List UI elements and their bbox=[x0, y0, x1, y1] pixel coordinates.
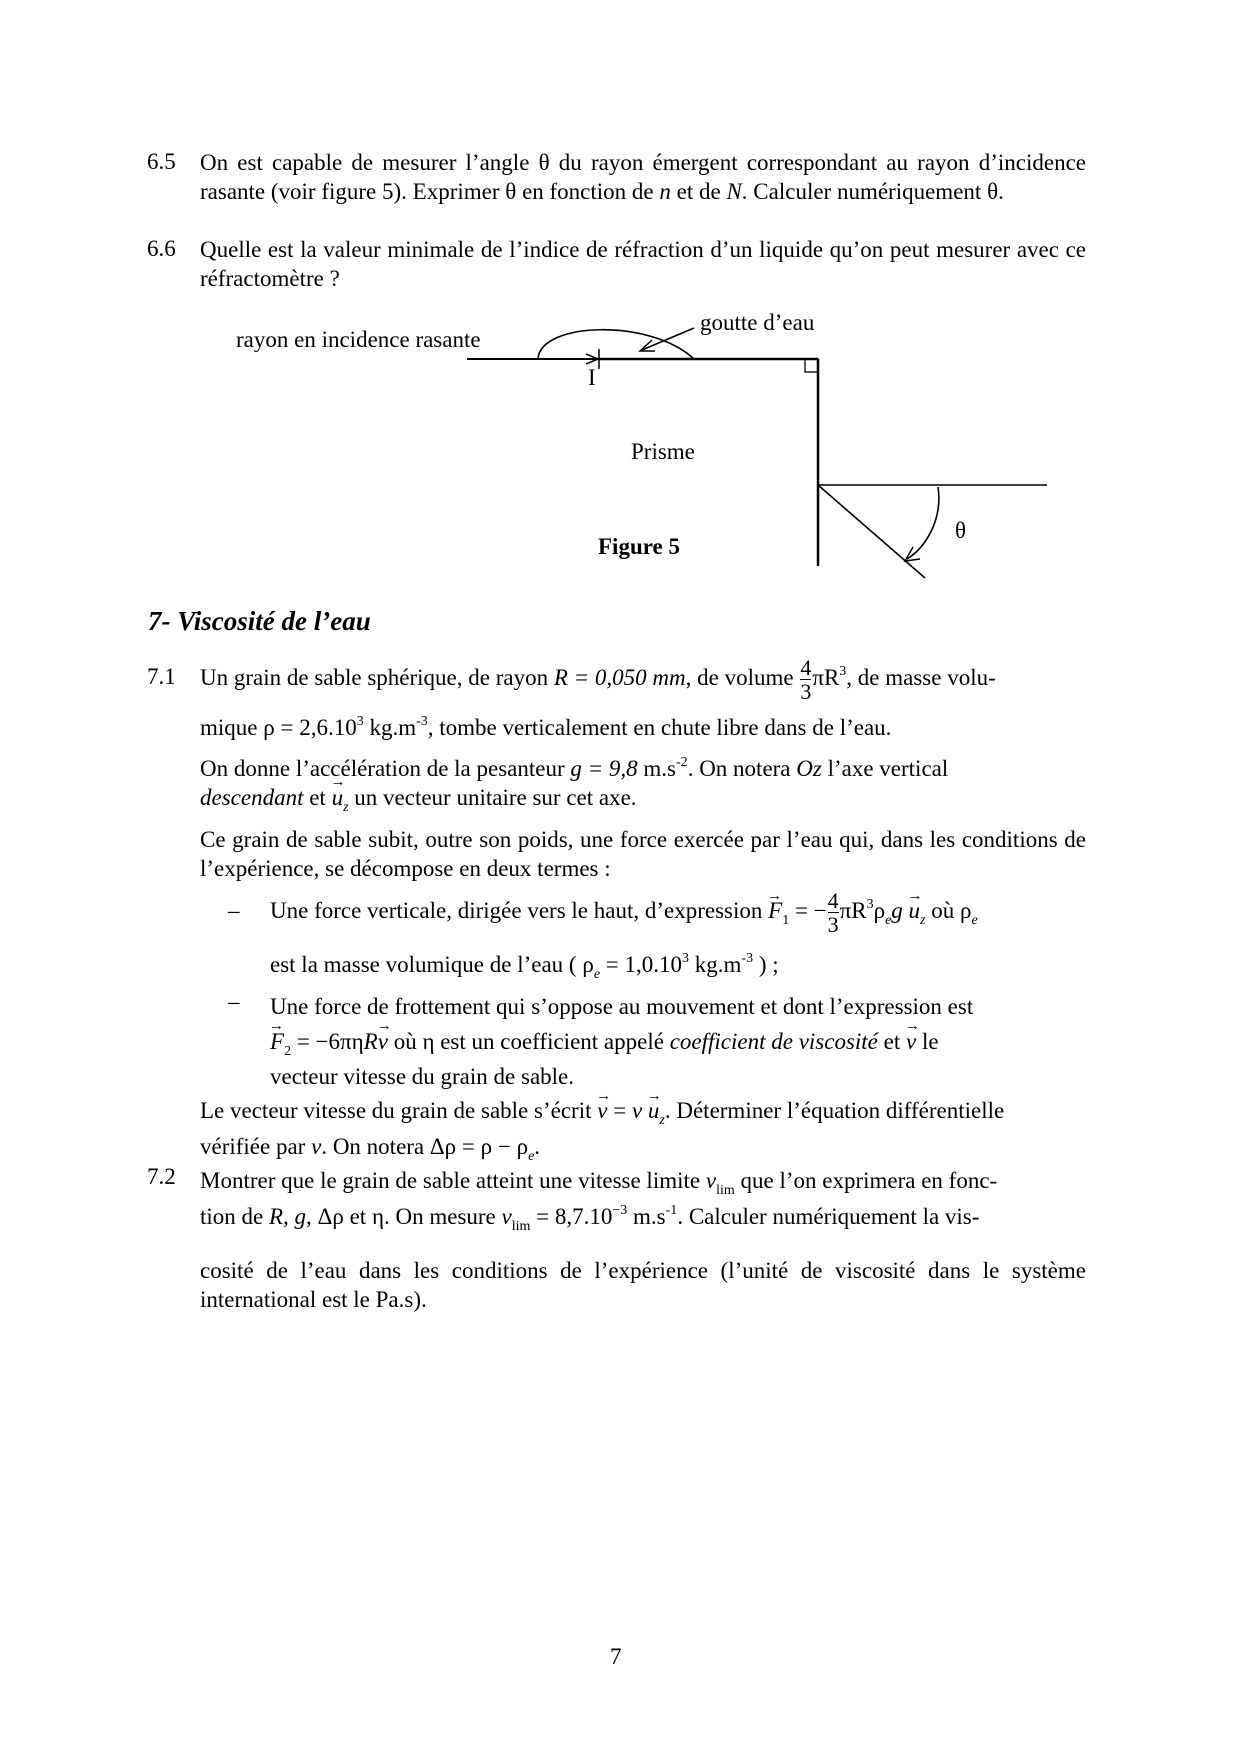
q65-text: On est capable de mesurer l’angle θ du rayon émergent correspondant au rayon d’incidence rasante (voir figure 5). Exprimer θ en fonction de n et de N. Calculer numériquement θ. bbox=[200, 150, 1086, 204]
q71-gravity: On donne l’accélération de la pesanteur g = 9,8 $m.s^{-2}$. On notera Oz l’axe vertical descendant et → $u_z$ un vecteur unitaire sur cet axe. bbox=[200, 754, 1086, 812]
bullet-dash-1: – bbox=[228, 898, 240, 923]
point-i-label: I bbox=[588, 365, 596, 390]
q66-text: Quelle est la valeur minimale de l’indice de réfraction d’un liquide qu’on peut mesurer avec ce réfractomètre ? bbox=[200, 237, 1086, 291]
q71-forces-intro: Ce grain de sable subit, outre son poids, une force exercée par l’eau qui, dans les conditions de l’expérience, se décompose en deux termes : bbox=[200, 827, 1086, 881]
q71-line1: Un grain de sable sphérique, de rayon R = 0,050 mm, de volume $\frac{4}{3}$ $\pi R^3$, de masse volu- bbox=[200, 655, 996, 705]
prism-label: Prisme bbox=[631, 439, 695, 464]
emergent-ray bbox=[818, 485, 925, 578]
q72-number: 7.2 bbox=[147, 1164, 176, 1189]
figure-caption: Figure 5 bbox=[598, 534, 680, 559]
section-7-title: 7- Viscosité de l’eau bbox=[148, 606, 371, 636]
water-drop-outline bbox=[538, 330, 694, 359]
q71-number: 7.1 bbox=[147, 664, 176, 689]
q65-number: 6.5 bbox=[147, 149, 176, 174]
q71-force-1: Une force verticale, dirigée vers le haut, d’expression → $F_1$ = − $\frac{4}{3}$ $\pi R^3\rho_eg \to u_z$ où $\rho_e$ bbox=[270, 882, 1086, 940]
q71-line2: mique $\rho = 2,6.10^3$ $kg.m^{-3}$, tombe verticalement en chute libre dans de l’eau. bbox=[200, 714, 892, 740]
ray-label: rayon en incidence rasante bbox=[236, 327, 481, 352]
q71-force-2: Une force de frottement qui s’oppose au mouvement et dont l’expression est → $F_2 = -6\pi\eta R\to v$ où η est un coefficient appelé coefficient de viscosité et → v le vecteur vitesse du grain de sable. bbox=[270, 989, 1086, 1094]
q71-question: Le vecteur vitesse du grain de sable s’écrit → $v = v \to u_z$. Déterminer l’équation différentielle vérifiée par v. On notera $\Delta\rho = \rho - \rho_e$. bbox=[200, 1093, 1086, 1165]
q72-text: Montrer que le grain de sable atteint une vitesse limite $v_{lim}$ que l’on exprimera en fonc- tion de R, g, Δρ et η. On mesure $v_{lim} = 8,7.10^{-3}$ $m.s^{-1}$. Calculer numériquement la vis- bbox=[200, 1168, 998, 1234]
q72-text-end: cosité de l’eau dans les conditions de l’expérience (l’unité de viscosité dans le système international est le Pa.s). bbox=[200, 1258, 1086, 1312]
q66-number: 6.6 bbox=[147, 236, 176, 261]
drop-label: goutte d’eau bbox=[700, 310, 815, 335]
page-number: 7 bbox=[610, 1644, 622, 1669]
q71-water-density: est la masse volumique de l’eau ( $\rho_e = 1,0.10^3$ $kg.m^{-3}$ ) ; bbox=[270, 951, 779, 982]
bullet-dash-2: – bbox=[228, 989, 240, 1014]
drop-pointer-line bbox=[642, 328, 694, 350]
right-angle-mark bbox=[805, 359, 818, 372]
theta-label: θ bbox=[955, 518, 967, 543]
